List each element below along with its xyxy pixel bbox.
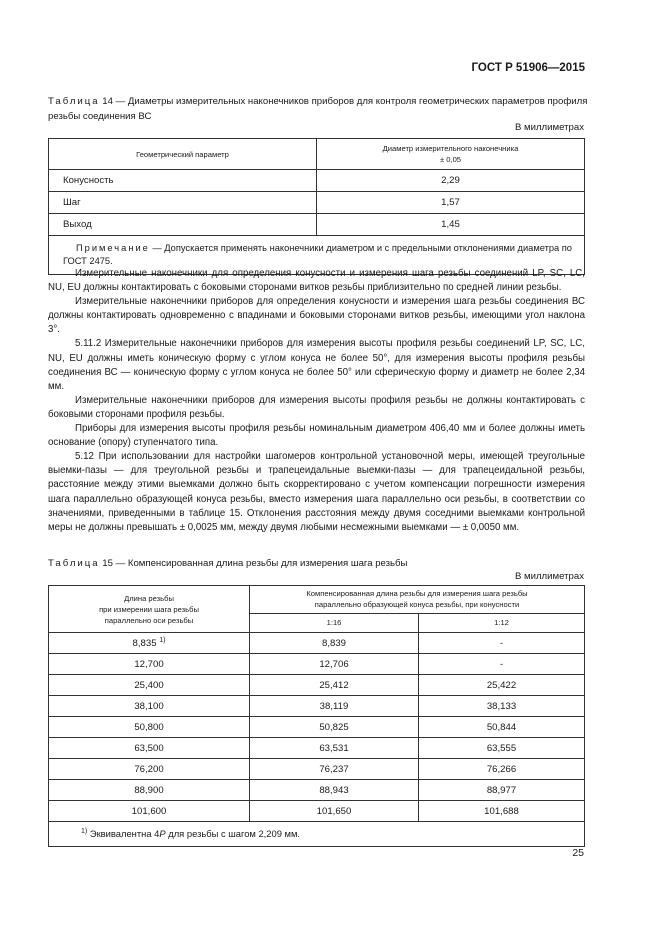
parameter-name: Выход: [49, 214, 317, 236]
column-header-length: [49, 586, 250, 633]
compensated-length-1-12: 50,844: [419, 717, 585, 738]
paragraph: Измерительные наконечники для определения конусности и измерения шага резьбы соединений LP, SC, LC, NU, EU должны контактировать с боковыми сторонами витков резьбы приблизительно по средней линии резьбы.: [48, 268, 585, 294]
table-14-caption: [48, 94, 588, 124]
table-row: [49, 780, 585, 801]
compensated-length-1-16: 50,825: [250, 717, 419, 738]
diameter-value: 1,45: [317, 214, 585, 236]
column-header-length-line3: параллельно оси резьбы: [104, 615, 194, 625]
table-footnote-row: [49, 822, 585, 847]
table-row: [49, 214, 585, 236]
table-row: [49, 170, 585, 192]
thread-length: 88,900: [49, 780, 250, 801]
table-14: [48, 138, 585, 275]
column-header-compensated-line1: Компенсированная длина резьбы для измерения шага резьбы: [306, 589, 528, 599]
compensated-length-1-12: 63,555: [419, 738, 585, 759]
table-15-caption: [48, 556, 588, 571]
footnote-text-b: для резьбы с шагом 2,209 мм.: [165, 828, 301, 840]
parameter-name: Конусность: [49, 170, 317, 192]
compensated-length-1-16: 76,237: [250, 759, 419, 780]
paragraph: Измерительные наконечники приборов для измерения высоты профиля резьбы не должны контактировать с боковыми сторонами профиля резьбы.: [48, 394, 585, 420]
page-number: 25: [572, 847, 584, 859]
table-row: [49, 738, 585, 759]
note-text: — Допускается применять наконечники диаметром и с предельными отклонениями диаметра по ГОСТ 2475.: [63, 243, 572, 266]
table-row: [49, 696, 585, 717]
table-row: [49, 192, 585, 214]
compensated-length-1-12: 25,422: [419, 675, 585, 696]
compensated-length-1-16: 25,412: [250, 675, 419, 696]
column-header-compensated-line2: параллельно образующей конуса резьбы, при конусности: [314, 600, 520, 610]
thread-length: 50,800: [49, 717, 250, 738]
column-header-length-line2: при измерении шага резьбы: [99, 604, 199, 614]
table-15-units: В миллиметрах: [514, 571, 584, 582]
column-header-taper-1-16: 1:16: [250, 613, 419, 632]
compensated-length-1-16: 101,650: [250, 801, 419, 822]
thread-length: 38,100: [49, 696, 250, 717]
paragraph: Приборы для измерения высоты профиля резьбы номинальным диаметром 406,40 мм и более должны иметь основание (опору) ступенчатого типа.: [48, 423, 585, 449]
table-row: [49, 633, 585, 654]
footnote-marker: 1): [81, 828, 88, 836]
thread-length: 8,835: [132, 638, 157, 650]
table-15-caption-label: Таблица: [48, 558, 100, 569]
table-footnote: [49, 822, 585, 847]
column-header-diameter-line2: ± 0,05: [439, 155, 462, 164]
table-row: [49, 801, 585, 822]
table-15-caption-text: 15 — Компенсированная длина резьбы для измерения шага резьбы: [99, 558, 408, 569]
column-header-compensated: [250, 586, 585, 614]
column-header-parameter: Геометрический параметр: [49, 139, 317, 170]
compensated-length-1-12: -: [419, 654, 585, 675]
table-header-row: [49, 139, 585, 170]
footnote-marker: 1): [159, 636, 166, 644]
thread-length: 12,700: [49, 654, 250, 675]
compensated-length-1-16: 38,119: [250, 696, 419, 717]
column-header-diameter: [317, 139, 585, 170]
compensated-length-1-12: 38,133: [419, 696, 585, 717]
diameter-value: 2,29: [317, 170, 585, 192]
compensated-length-1-12: -: [419, 633, 585, 654]
document-standard-number: ГОСТ Р 51906—2015: [471, 62, 585, 74]
thread-length: 63,500: [49, 738, 250, 759]
column-header-diameter-line1: Диаметр измерительного наконечника: [382, 144, 519, 153]
table-row: [49, 675, 585, 696]
diameter-value: 1,57: [317, 192, 585, 214]
column-header-length-line1: Длина резьбы: [124, 593, 174, 603]
footnote-text-a: Эквивалентна 4: [87, 828, 160, 840]
compensated-length-1-16: 63,531: [250, 738, 419, 759]
footnote-symbol: P: [159, 828, 166, 840]
paragraph: 5.11.2 Измерительные наконечники приборов для измерения высоты профиля резьбы соединений LP, SC, LC, NU, EU должны иметь коническую форму с углом конуса не более 50°, для измерения высоты профиля резьбы соединения ВС — коническую форму с углом конуса не более 50° или сферическую форму и диаметр не более 2,34 мм.: [48, 338, 585, 392]
table-header-row: [49, 586, 585, 614]
compensated-length-1-12: 101,688: [419, 801, 585, 822]
paragraph: Измерительные наконечники приборов для определения конусности и измерения шага резьбы соединения ВС должны контактировать одновременно с впадинами и боковыми сторонами витков резьбы, имеющими угол наклона 3°.: [48, 296, 585, 336]
table-14-caption-label: Таблица: [48, 96, 100, 107]
table-14-units: В миллиметрах: [514, 122, 584, 133]
compensated-length-1-12: 88,977: [419, 780, 585, 801]
table-14-caption-text: 14 — Диаметры измерительных наконечников приборов для контроля геометрических параметров профиля резьбы соединения ВС: [48, 96, 588, 122]
body-text: [48, 267, 585, 535]
compensated-length-1-12: 76,266: [419, 759, 585, 780]
column-header-taper-1-12: 1:12: [419, 613, 585, 632]
note-label: Примечание: [76, 243, 150, 253]
compensated-length-1-16: 8,839: [250, 633, 419, 654]
table-row: [49, 654, 585, 675]
thread-length: 76,200: [49, 759, 250, 780]
table-row: [49, 759, 585, 780]
compensated-length-1-16: 88,943: [250, 780, 419, 801]
compensated-length-1-16: 12,706: [250, 654, 419, 675]
paragraph: 5.12 При использовании для настройки шагомеров контрольной установочной меры, имеющей треугольные выемки-пазы — для треугольной резьбы и трапецеидальные выемки-пазы — для трапецеидальной резьбы, расстояние между этими выемками должно быть скорректировано с учетом компенсации погрешности измерения шага параллельно образующей конуса резьбы, вместо измерения шага параллельно оси резьбы, в соответствии со значениями, приведенными в таблице 15. Отклонения расстояния между двумя соседними выемками контрольной меры не должны превышать ± 0,0025 мм, между двумя любыми несмежными выемками — ± 0,0050 мм.: [48, 451, 585, 533]
parameter-name: Шаг: [49, 192, 317, 214]
table-15: [48, 585, 585, 847]
thread-length-cell: [49, 633, 250, 654]
table-row: [49, 717, 585, 738]
thread-length: 101,600: [49, 801, 250, 822]
thread-length: 25,400: [49, 675, 250, 696]
